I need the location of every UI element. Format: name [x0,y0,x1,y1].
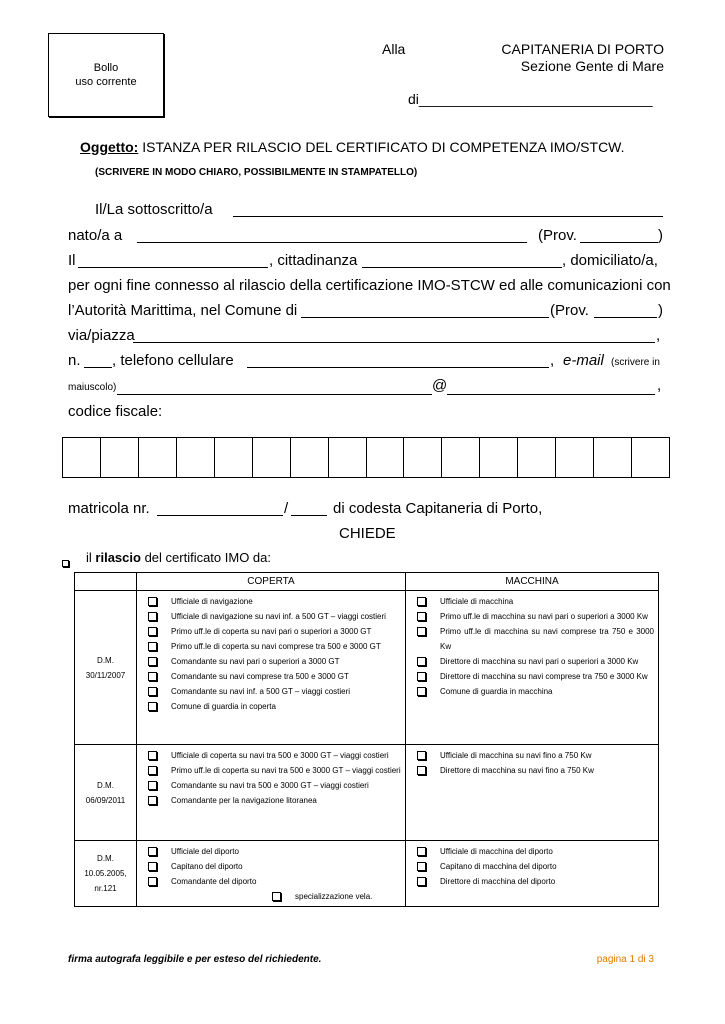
sottoscritto-field[interactable] [233,203,663,217]
option-item[interactable]: Ufficiale di navigazione [148,594,401,609]
subject-line [80,139,625,155]
checkbox-icon[interactable] [148,796,157,805]
option-item[interactable]: Primo uff.le di coperta su navi tra 500 e 3000 GT – viaggi costieri [148,763,401,778]
checkbox-icon[interactable] [417,627,426,636]
option-item[interactable]: Ufficiale del diporto [148,844,401,859]
birth-province-field[interactable] [580,229,658,243]
checkbox-icon[interactable] [417,751,426,760]
header-coperta: COPERTA [137,573,406,591]
signature-note: firma autografa leggibile e per esteso del richiedente. [68,954,322,965]
table-header-row [75,573,659,591]
header-empty [75,573,137,591]
option-item[interactable]: Comandante per la navigazione litoranea [148,793,401,808]
addressee-alla: Alla [382,41,406,57]
option-item[interactable]: Comandante su navi pari o superiori a 3000 GT [148,654,401,669]
label-maiuscolo: maiuscolo) [68,382,117,393]
option-item[interactable]: Comune di guardia in macchina [417,684,654,699]
close-paren-2: ) [658,302,663,319]
matricola-number-field[interactable] [157,502,283,516]
checkbox-icon[interactable] [417,672,426,681]
comune-field[interactable] [301,304,549,318]
coperta-options [137,745,406,841]
bullet-icon [62,554,69,572]
street-field[interactable] [133,329,655,343]
label-sottoscritto: Il/La sottoscritto/a [95,201,213,218]
label-chiede: CHIEDE [339,525,396,542]
coperta-options [137,841,406,907]
label-il-2: il [86,550,92,565]
option-item[interactable]: Ufficiale di macchina del diporto [417,844,654,859]
checkbox-icon[interactable] [148,877,157,886]
cf-box[interactable] [101,438,139,477]
table-row-dm-2011 [75,745,659,841]
checkbox-icon[interactable] [148,862,157,871]
checkbox-icon[interactable] [148,657,157,666]
checkbox-icon[interactable] [417,847,426,856]
option-item[interactable]: Comandante del diporto [148,874,401,889]
addressee-di-field[interactable]: di______________________________ [408,91,653,107]
cf-box[interactable] [329,438,367,477]
subject-text: ISTANZA PER RILASCIO DEL CERTIFICATO DI COMPETENZA IMO/STCW. [142,139,625,155]
email-user-field[interactable] [117,381,432,395]
cf-box[interactable] [253,438,291,477]
option-item[interactable]: Comandante su navi comprese tra 500 e 3000 GT [148,669,401,684]
option-item[interactable]: Comandante su navi tra 500 e 3000 GT – viaggi costieri [148,778,401,793]
label-matricola: matricola nr. [68,500,150,517]
checkbox-icon[interactable] [417,877,426,886]
cf-box[interactable] [177,438,215,477]
label-cittadinanza: , cittadinanza [269,252,358,269]
close-paren: ) [658,227,663,244]
header-macchina: MACCHINA [406,573,659,591]
label-via: via/piazza [68,327,135,344]
checkbox-icon[interactable] [417,612,426,621]
option-item-vela[interactable]: specializzazione vela. [148,889,401,904]
option-item[interactable]: Ufficiale di navigazione su navi inf. a 500 GT – viaggi costieri [148,609,401,624]
request-line [86,550,271,565]
coperta-options [137,591,406,745]
option-item[interactable]: Direttore di macchina su navi fino a 750 Kw [417,763,654,778]
label-codesta: di codesta Capitaneria di Porto, [333,500,543,517]
cf-box[interactable] [404,438,442,477]
checkbox-icon[interactable] [148,642,157,651]
option-item[interactable]: Ufficiale di macchina [417,594,654,609]
option-item[interactable]: Ufficiale di macchina su navi fino a 750 Kw [417,748,654,763]
checkbox-icon[interactable] [417,766,426,775]
addressee-office: CAPITANERIA DI PORTO [501,41,664,57]
checkbox-icon[interactable] [148,612,157,621]
matricola-suffix-field[interactable] [291,502,327,516]
option-item[interactable]: Primo uff.le di coperta su navi pari o superiori a 3000 GT [148,624,401,639]
dm-date: 06/09/2011 [85,795,126,805]
checkbox-icon[interactable] [272,892,281,901]
dm-cell [75,591,137,745]
stamp-line-2: uso corrente [75,76,137,88]
subject-label: Oggetto: [80,139,139,155]
checkbox-icon[interactable] [148,781,157,790]
checkbox-icon[interactable] [148,847,157,856]
table-row-dm-2007 [75,591,659,745]
label-codice-fiscale: codice fiscale: [68,403,163,420]
imo-certificate-table [74,572,659,907]
cf-box[interactable] [594,438,632,477]
birthdate-field[interactable] [78,254,268,268]
checkbox-icon[interactable] [417,862,426,871]
subject-note: (SCRIVERE IN MODO CHIARO, POSSIBILMENTE IN STAMPATELLO) [95,167,418,178]
label-rilascio: rilascio [95,550,141,565]
label-prov: (Prov. [538,227,577,244]
dm-label: D.M. [97,780,114,790]
cf-box[interactable] [215,438,253,477]
comune-province-field[interactable] [594,304,657,318]
checkbox-icon[interactable] [417,687,426,696]
label-autorita: l’Autorità Marittima, nel Comune di [68,302,298,319]
checkbox-icon[interactable] [148,672,157,681]
cf-box[interactable] [139,438,177,477]
checkbox-icon[interactable] [148,766,157,775]
cf-box[interactable] [556,438,594,477]
option-item[interactable]: Primo uff.le di coperta su navi comprese tra 500 e 3000 GT [148,639,401,654]
email-at: @ [432,377,448,394]
macchina-options [406,745,659,841]
email-domain-field[interactable] [447,381,655,395]
cf-box[interactable] [291,438,329,477]
table-row-dm-2005 [75,841,659,907]
label-del-certificato: del certificato IMO da: [144,550,272,565]
option-item[interactable]: Capitano del diporto [148,859,401,874]
option-item[interactable]: Primo uff.le di macchina su navi pari o superiori a 3000 Kw [417,609,654,624]
phone-field[interactable] [247,354,549,368]
codice-fiscale-grid [62,437,670,478]
stamp-line-1: Bollo [93,62,119,74]
cf-box[interactable] [480,438,518,477]
option-item[interactable]: Direttore di macchina del diporto [417,874,654,889]
checkbox-icon[interactable] [417,597,426,606]
stamp-box [48,33,164,117]
street-comma: , [656,327,661,344]
option-item[interactable]: Direttore di macchina su navi comprese tra 750 e 3000 Kw [417,669,654,684]
label-il: Il [68,252,76,269]
cf-box[interactable] [367,438,405,477]
option-item[interactable]: Direttore di macchina su navi pari o superiori a 3000 Kw [417,654,654,669]
checkbox-icon[interactable] [417,657,426,666]
option-item[interactable]: Capitano di macchina del diporto [417,859,654,874]
dm-date: 10.05.2005, [84,869,127,878]
cf-box[interactable] [63,438,101,477]
label-telefono: , telefono cellulare [112,352,234,369]
cf-box[interactable] [518,438,556,477]
label-email: e-mail [563,352,604,369]
page-number: pagina 1 di 3 [596,954,654,965]
checkbox-icon[interactable] [148,687,157,696]
dm-label: D.M. [97,655,114,665]
checkbox-icon[interactable] [148,627,157,636]
phone-comma: , [550,352,555,369]
checkbox-icon[interactable] [148,751,157,760]
option-item[interactable]: Comandante su navi inf. a 500 GT – viaggi costieri [148,684,401,699]
label-domiciliato: , domiciliato/a, [562,252,658,269]
dm-number: nr.121 [94,884,117,893]
citizenship-field[interactable] [362,254,562,268]
checkbox-icon[interactable] [148,597,157,606]
dm-cell [75,745,137,841]
dm-label: D.M. [97,854,114,863]
macchina-options [406,591,659,745]
label-scrivere: (scrivere in [611,357,660,368]
matricola-slash: / [284,500,289,517]
text-purpose: per ogni fine connesso al rilascio della certificazione IMO-STCW ed alle comunicazioni con [68,277,671,294]
house-number-field[interactable] [84,354,112,368]
option-item[interactable]: Comune di guardia in coperta [148,699,401,714]
cf-box[interactable] [632,438,669,477]
label-nato: nato/a a [68,227,123,244]
label-prov-2: (Prov. [550,302,589,319]
dm-date: 30/11/2007 [85,670,126,680]
cf-box[interactable] [442,438,480,477]
addressee-section: Sezione Gente di Mare [520,58,664,74]
option-item[interactable]: Ufficiale di coperta su navi tra 500 e 3000 GT – viaggi costieri [148,748,401,763]
dm-cell [75,841,137,907]
macchina-options [406,841,659,907]
birthplace-field[interactable] [137,229,527,243]
label-n: n. [68,352,81,369]
checkbox-icon[interactable] [148,702,157,711]
email-comma: , [657,377,662,394]
option-item[interactable]: Primo uff.le di macchina su navi comprese tra 750 e 3000 Kw [417,624,654,654]
